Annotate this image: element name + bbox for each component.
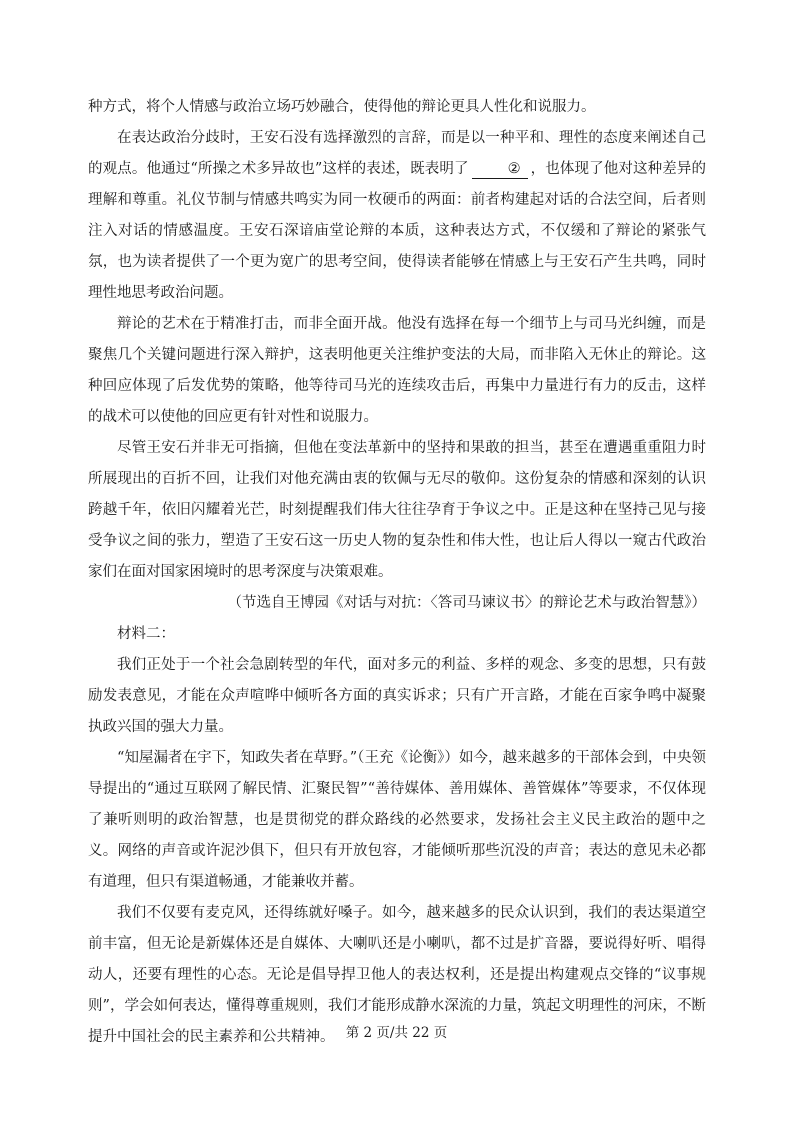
paragraph-text-after-blank: ，也体现了他对这种差异的理解和尊重。礼仪节制与情感共鸣实为同一枚硬币的两面：前者构建起对话的合法空间，后者则注入对话的情感温度。王安石深谙庙堂论辩的本质，这种表达方式，不仅缓和了辩论的紧张气氛，也为读者提供了一个更为宽广的思考空间，使得读者能够在情感上与王安石产生共鸣，同时理性地思考政治问题。: [88, 161, 706, 301]
material-2-heading: 材料二：: [117, 626, 175, 642]
fill-in-blank-2: ②: [472, 160, 528, 179]
page-number-footer: 第 2 页/共 22 页: [345, 1025, 448, 1041]
document-body: [88, 92, 706, 1053]
paragraph-text-before-blank: 在表达政治分歧时，王安石没有选择激烈的言辞，而是以一种平和、理性的态度来阐述自己的观点。他通过“所操之术多异故也”这样的表述，既表明了: [88, 130, 706, 177]
material-2-paragraph: 我们不仅要有麦克风，还得练就好嗓子。如今，越来越多的民众认识到，我们的表达渠道空前丰富，但无论是新媒体还是自媒体、大喇叭还是小喇叭，都不过是扩音器，要说得好听、唱得动人，还要有理性的心态。无论是倡导捍卫他人的表达权利，还是提出构建观点交锋的“议事规则”，学会如何表达，懂得尊重规则，我们才能形成静水深流的力量，筑起文明理性的河床，不断提升中国社会的民主素养和公共精神。: [88, 905, 706, 1045]
paragraph-debate-art: 辩论的艺术在于精准打击，而非全面开战。他没有选择在每一个细节上与司马光纠缠，而是聚焦几个关键问题进行深入辩护，这表明他更关注维护变法的大局，而非陷入无休止的辩论。这种回应体现了后发优势的策略，他等待司马光的连续攻击后，再集中力量进行有力的反击，这样的战术可以使他的回应更有针对性和说服力。: [88, 316, 706, 425]
material-2-paragraph: “知屋漏者在宇下，知政失者在草野。”（王充《论衡》）如今，越来越多的干部体会到，中央领导提出的“通过互联网了解民情、汇聚民智”“善待媒体、善用媒体、善管媒体”等要求，不仅体现了兼听则明的政治智慧，也是贯彻党的群众路线的必然要求，发扬社会主义民主政治的题中之义。网络的声音或许泥沙俱下，但只有开放包容，才能倾听那些沉没的声音；表达的意见未必都有道理，但只有渠道畅通，才能兼收并蓄。: [88, 750, 706, 890]
paragraph-conclusion: 尽管王安石并非无可指摘，但他在变法革新中的坚持和果敢的担当，甚至在遭遇重重阻力时所展现出的百折不回，让我们对他充满由衷的钦佩与无尽的敬仰。这份复杂的情感和深刻的认识跨越千年，依旧闪耀着光芒，时刻提醒我们伟大往往孕育于争议之中。正是这种在坚持己见与接受争议之间的张力，塑造了王安石这一历史人物的复杂性和伟大性，也让后人得以一窥古代政治家们在面对国家困境时的思考深度与决策艰难。: [88, 440, 706, 580]
material-2-paragraph: 我们正处于一个社会急剧转型的年代，面对多元的利益、多样的观念、多变的思想，只有鼓励发表意见，才能在众声喧哗中倾听各方面的真实诉求；只有广开言路，才能在百家争鸣中凝聚执政兴国的强大力量。: [88, 657, 706, 735]
paragraph-continuation: 种方式，将个人情感与政治立场巧妙融合，使得他的辩论更具人性化和说服力。: [88, 99, 596, 115]
paragraph-political-expression: [88, 123, 706, 309]
source-citation: （节选自王博园《对话与对抗：〈答司马谏议书〉的辩论艺术与政治智慧》）: [227, 595, 706, 611]
